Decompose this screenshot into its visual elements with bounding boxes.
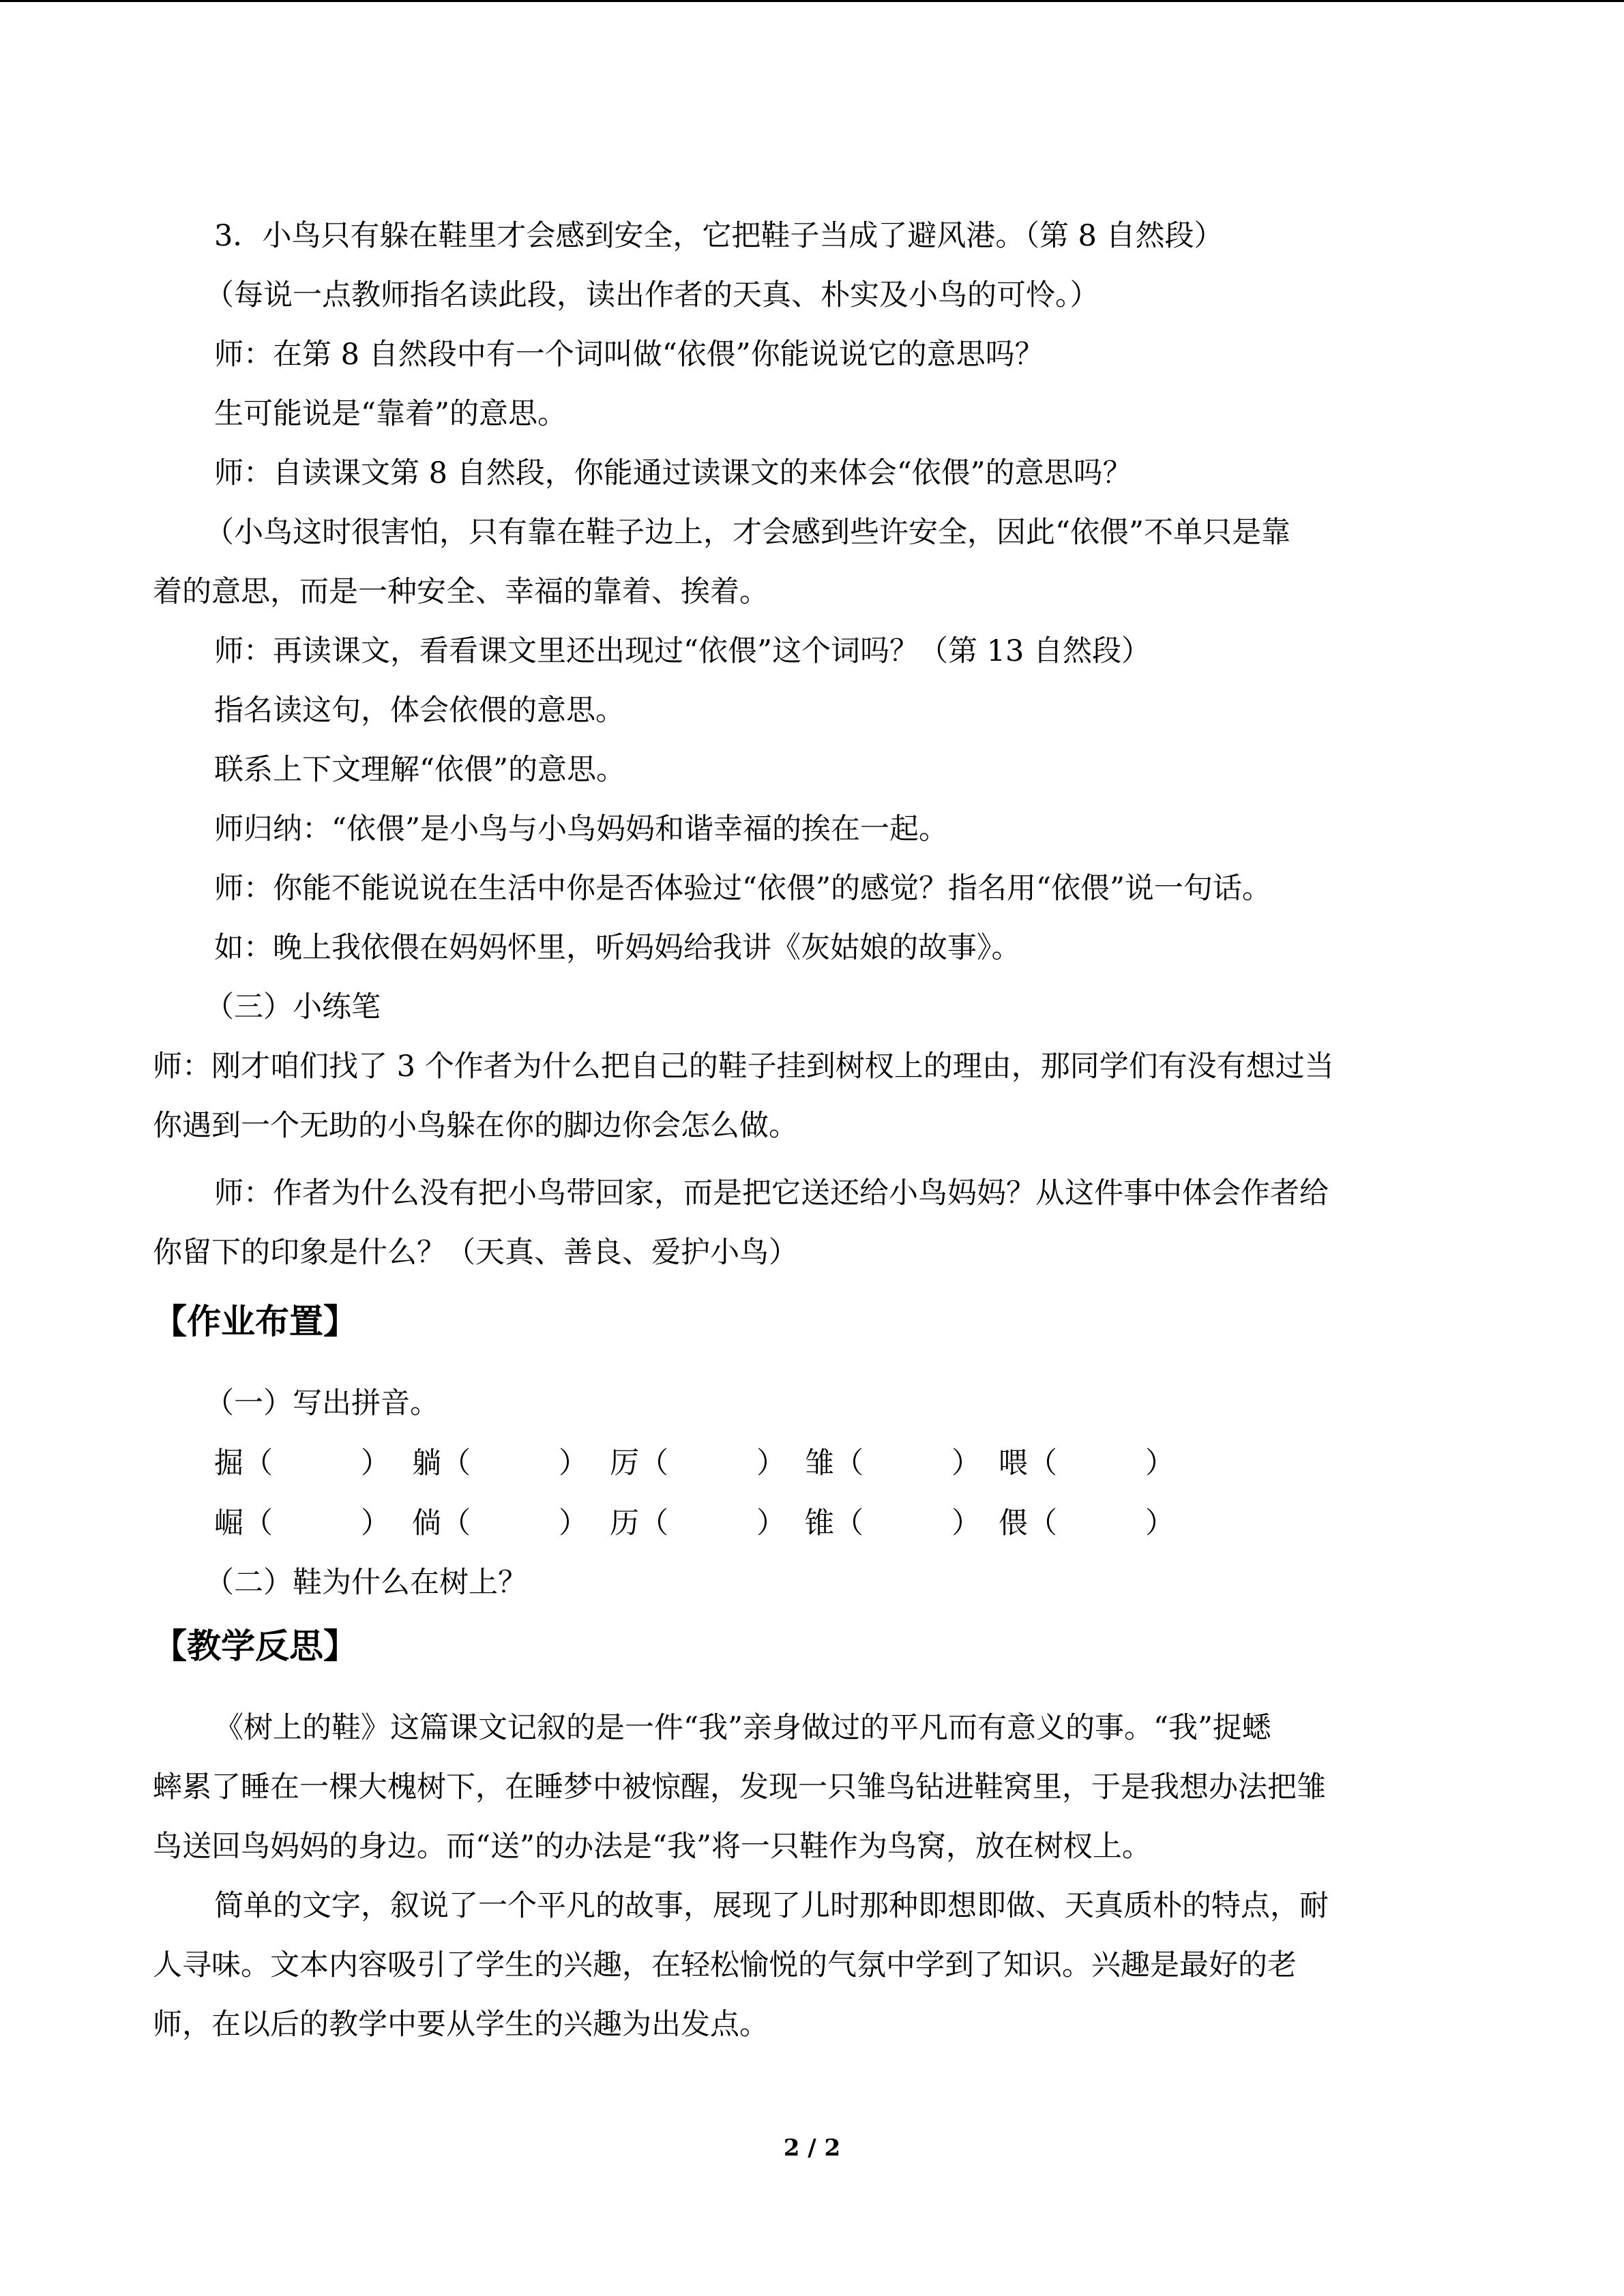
section-title: （三）小练笔 (205, 990, 381, 1024)
top-border-line (0, 0, 1624, 2)
pinyin-cell: 厉（ ） (610, 1446, 786, 1480)
pinyin-cell: 喂（ ） (999, 1446, 1175, 1480)
reflection-line: 人寻味。文本内容吸引了学生的兴趣，在轻松愉悦的气氛中学到了知识。兴趣是最好的老 (153, 1948, 1297, 1982)
lesson-line: 师归纳：“依偎”是小鸟与小鸟妈妈和谐幸福的挨在一起。 (214, 812, 948, 846)
lesson-line: 师：作者为什么没有把小鸟带回家，而是把它送还给小鸟妈妈？从这件事中体会作者给 (214, 1176, 1329, 1210)
lesson-line: 如：晚上我依偎在妈妈怀里，听妈妈给我讲《灰姑娘的故事》。 (214, 931, 1021, 965)
lesson-line: 师：再读课文，看看课文里还出现过“依偎”这个词吗？（第 13 自然段） (214, 634, 1151, 668)
pinyin-cell: 掘（ ） (214, 1446, 390, 1480)
pinyin-cell: 锥（ ） (805, 1506, 981, 1540)
pinyin-cell: 历（ ） (610, 1506, 786, 1540)
reflection-line: 蟀累了睡在一棵大槐树下，在睡梦中被惊醒，发现一只雏鸟钻进鞋窝里，于是我想办法把雏 (153, 1770, 1326, 1804)
lesson-line: （每说一点教师指名读此段，读出作者的天真、朴实及小鸟的可怜。） (205, 278, 1099, 312)
lesson-line: 3．小鸟只有躲在鞋里才会感到安全，它把鞋子当成了避风港。（第 8 自然段） (214, 219, 1224, 253)
reflection-heading: 【教学反思】 (153, 1626, 357, 1666)
reflection-line: 简单的文字，叙说了一个平凡的故事，展现了儿时那种即想即做、天真质朴的特点，耐 (214, 1889, 1329, 1923)
lesson-line: 指名读这句，体会依偎的意思。 (214, 694, 625, 728)
reflection-line: 鸟送回鸟妈妈的身边。而“送”的办法是“我”将一只鞋作为鸟窝，放在树杈上。 (153, 1830, 1151, 1864)
reflection-line: 师，在以后的教学中要从学生的兴趣为出发点。 (153, 2008, 769, 2042)
lesson-line: 联系上下文理解“依偎”的意思。 (214, 753, 625, 787)
pinyin-cell: 倘（ ） (412, 1506, 588, 1540)
lesson-line: （小鸟这时很害怕，只有靠在鞋子边上，才会感到些许安全，因此“依偎”不单只是靠 (205, 516, 1290, 550)
homework-heading: 【作业布置】 (153, 1302, 357, 1341)
page-number: 2 / 2 (783, 2134, 841, 2162)
homework-item-2: （二）鞋为什么在树上？ (205, 1566, 527, 1600)
pinyin-cell: 躺（ ） (412, 1446, 588, 1480)
lesson-line: 你遇到一个无助的小鸟躲在你的脚边你会怎么做。 (153, 1109, 798, 1143)
lesson-line: 师：你能不能说说在生活中你是否体验过“依偎”的感觉？指名用“依偎”说一句话。 (214, 871, 1271, 906)
homework-item-1: （一）写出拼音。 (205, 1386, 439, 1420)
pinyin-row-2 (214, 1504, 1305, 1542)
lesson-line: 师：刚才咱们找了 3 个作者为什么把自己的鞋子挂到树杈上的理由，那同学们有没有想过当 (153, 1049, 1334, 1084)
lesson-line: 你留下的印象是什么？（天真、善良、爱护小鸟） (153, 1236, 798, 1270)
reflection-line: 《树上的鞋》这篇课文记叙的是一件“我”亲身做过的平凡而有意义的事。“我”捉蟋 (214, 1711, 1271, 1745)
pinyin-cell: 偎（ ） (999, 1506, 1175, 1540)
lesson-line: 师：在第 8 自然段中有一个词叫做“依偎”你能说说它的意思吗？ (214, 338, 1044, 372)
pinyin-cell: 崛（ ） (214, 1506, 390, 1540)
lesson-line: 生可能说是“靠着”的意思。 (214, 397, 567, 431)
pinyin-row-1 (214, 1444, 1305, 1482)
pinyin-cell: 雏（ ） (805, 1446, 981, 1480)
lesson-line: 师：自读课文第 8 自然段，你能通过读课文的来体会“依偎”的意思吗？ (214, 456, 1132, 490)
lesson-line: 着的意思，而是一种安全、幸福的靠着、挨着。 (153, 575, 769, 609)
